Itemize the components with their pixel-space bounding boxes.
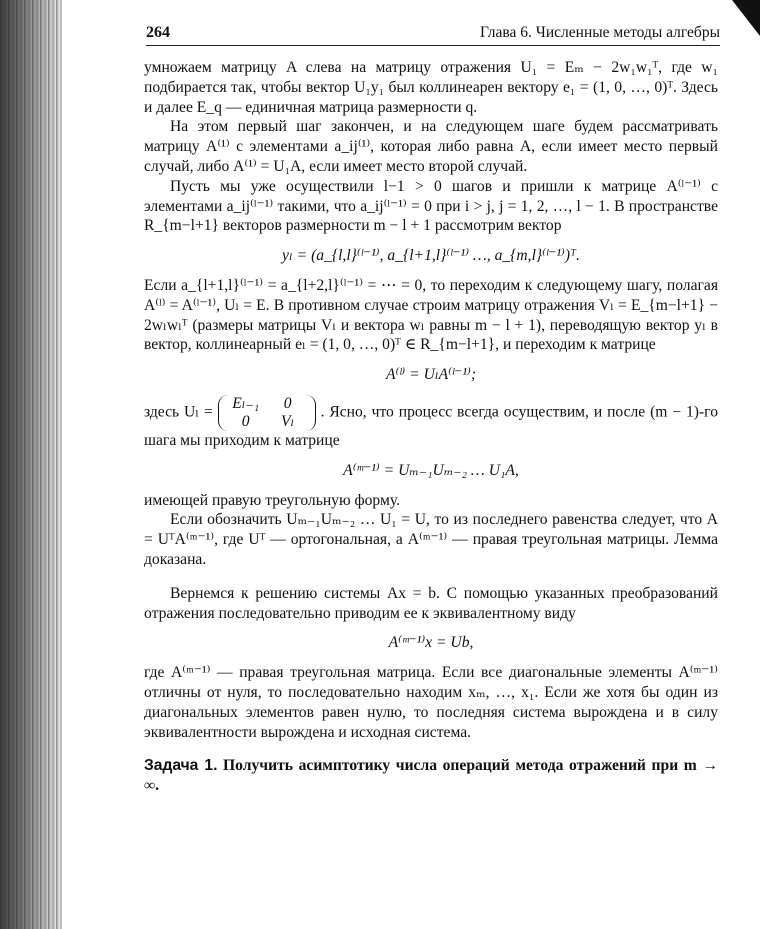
formula-equivalent-system: A⁽ᵐ⁻¹⁾x = Ub, bbox=[388, 634, 474, 652]
task-label: Задача 1. bbox=[144, 757, 218, 775]
paragraph-3: Пусть мы уже осуществили l−1 > 0 шагов и пришли к матрице A⁽ˡ⁻¹⁾ с элементами a_ij⁽ˡ⁻¹⁾ такими, что a_ij⁽ˡ⁻¹⁾ = 0 при i > j, j = 1, 2, …, l − 1. В пространстве R_{m−l+1} векторов размерности m − l + 1 рассмотрим вектор bbox=[144, 177, 718, 235]
formula-a-l: A⁽ˡ⁾ = UₗA⁽ˡ⁻¹⁾; bbox=[385, 366, 477, 384]
matrix-cell-12: 0 bbox=[283, 394, 292, 412]
section-gap bbox=[144, 570, 718, 584]
page-corner-mark bbox=[732, 0, 760, 36]
block-matrix bbox=[218, 395, 316, 431]
page-number: 264 bbox=[146, 24, 170, 41]
paragraph-8: Вернемся к решению системы Ax = b. С помощью указанных преобразований отражения последовательно приводим ее к эквивалентному виду bbox=[144, 584, 718, 622]
running-header bbox=[146, 24, 720, 46]
chapter-title: Глава 6. Численные методы алгебры bbox=[480, 24, 720, 41]
paragraph-9: где A⁽ᵐ⁻¹⁾ — правая треугольная матрица. Если все диагональные элементы A⁽ᵐ⁻¹⁾ отличны от нуля, то последовательно находим xₘ, …, x₁. Если же хотя бы один из диагональных элементов равен нулю, то последняя система вырождена и в силу эквивалентности вырождена и исходная система. bbox=[144, 664, 718, 741]
task-text: Получить асимптотику числа операций метода отражений при m → ∞. bbox=[144, 757, 718, 795]
matrix-cell-21: 0 bbox=[241, 412, 250, 430]
matrix-cell-11: Eₗ₋₁ bbox=[232, 394, 260, 412]
formula-y-vector: yₗ = (a_{l,l}⁽ˡ⁻¹⁾, a_{l+1,l}⁽ˡ⁻¹⁾ …, a_{m,l}⁽ˡ⁻¹⁾)ᵀ. bbox=[282, 247, 580, 265]
task-paragraph bbox=[144, 756, 718, 796]
formula-a-m-1: A⁽ᵐ⁻¹⁾ = Uₘ₋₁Uₘ₋₂ … U₁A, bbox=[343, 461, 519, 479]
matrix-cell-22: Vₗ bbox=[281, 412, 295, 430]
paragraph-1: умножаем матрицу A слева на матрицу отражения U₁ = Eₘ − 2w₁w₁ᵀ, где w₁ подбирается так, чтобы вектор U₁y₁ был коллинеарен вектору e₁ = (1, 0, …, 0)ᵀ. Здесь и далее E_q — единичная матрица размерности q. bbox=[144, 59, 718, 116]
paragraph-2: На этом первый шаг закончен, и на следующем шаге будем рассматривать матрицу A⁽¹⁾ с элементами a_ij⁽¹⁾, которая либо равна A, если имеет место первый случай, либо A⁽¹⁾ = U₁A, если имеет место второй случай. bbox=[144, 118, 718, 175]
main-text bbox=[144, 58, 718, 796]
paragraph-5 bbox=[144, 395, 718, 451]
paragraph-5-lead: здесь Uₗ = bbox=[144, 403, 213, 421]
paragraph-5-rest: . Ясно, что процесс всегда осуществим, и после (m − 1)-го шага мы приходим к матрице bbox=[144, 403, 718, 449]
book-binding-shadow bbox=[0, 0, 62, 929]
paragraph-4: Если a_{l+1,l}⁽ˡ⁻¹⁾ = a_{l+2,l}⁽ˡ⁻¹⁾ = ⋯ = 0, то переходим к следующему шагу, полагая A⁽ˡ⁾ = A⁽ˡ⁻¹⁾, Uₗ = E. В противном случае строим матрицу отражения Vₗ = E_{m−l+1} − 2wₗwₗᵀ (размеры матрицы Vₗ и вектора wₗ равны m − l + 1), переводящую вектор yₗ в вектор, коллинеарный eₗ = (1, 0, …, 0)ᵀ ∈ R_{m−l+1}, и переходим к матрице bbox=[144, 276, 718, 354]
paragraph-7: Если обозначить Uₘ₋₁Uₘ₋₂ … U₁ = U, то из последнего равенства следует, что A = UᵀA⁽ᵐ⁻¹⁾, где Uᵀ — ортогональная, а A⁽ᵐ⁻¹⁾ — правая треугольная матрицы. Лемма доказана. bbox=[144, 511, 718, 568]
section-gap-2 bbox=[144, 742, 718, 756]
paragraph-6: имеющей правую треугольную форму. bbox=[144, 491, 400, 509]
